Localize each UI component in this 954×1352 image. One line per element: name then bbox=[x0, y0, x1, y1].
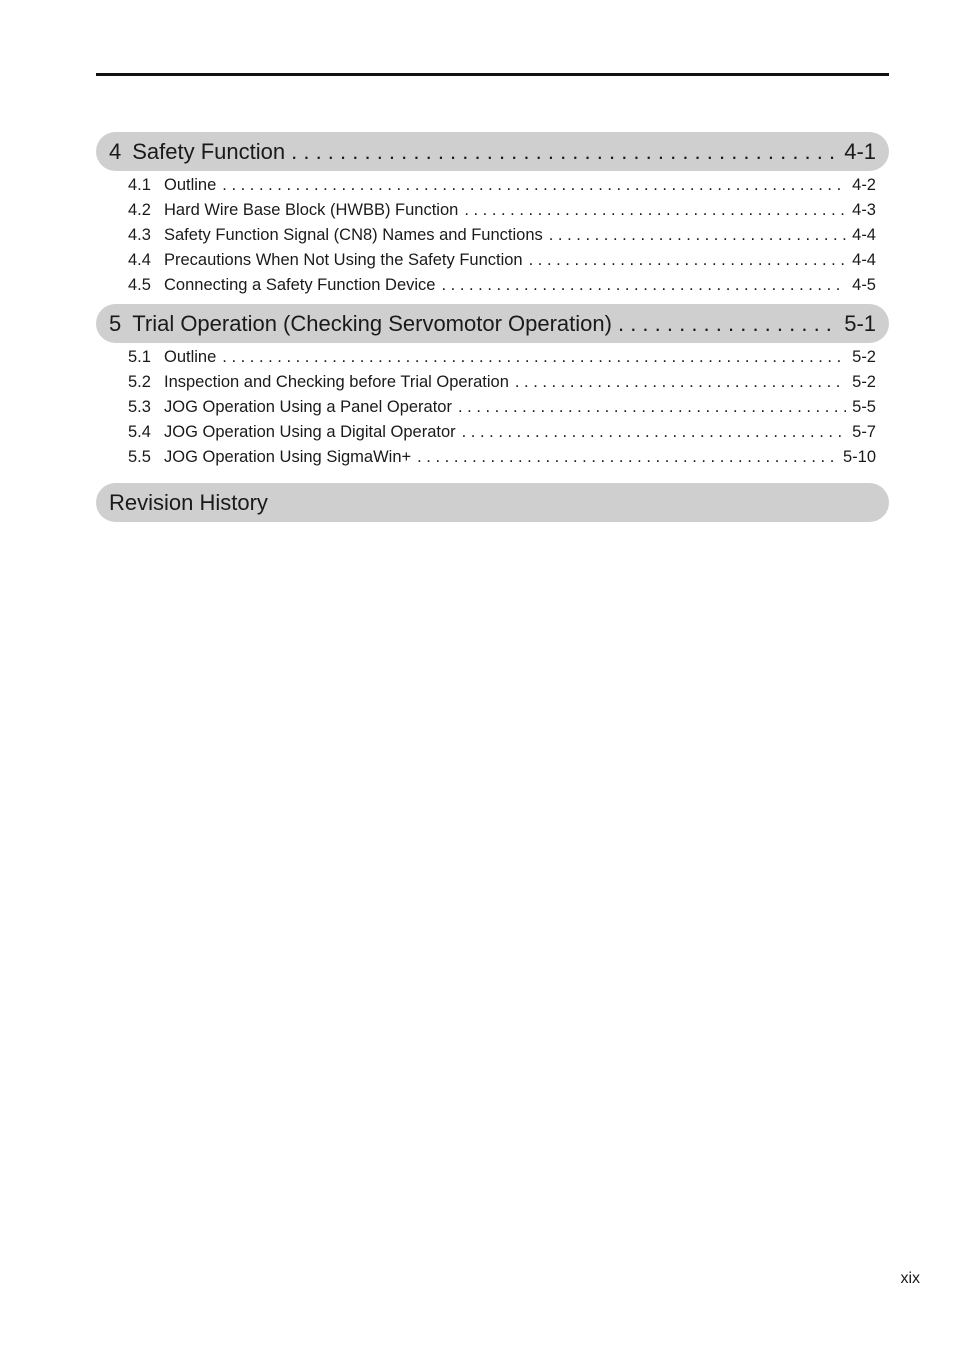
chapter-page: 4-1 bbox=[844, 139, 876, 164]
toc-entry[interactable] bbox=[128, 345, 876, 370]
dot-leader bbox=[222, 345, 846, 370]
dot-leader bbox=[458, 395, 846, 420]
dot-leader bbox=[515, 370, 846, 395]
section-title: JOG Operation Using a Digital Operator bbox=[164, 423, 456, 441]
dot-leader bbox=[529, 248, 847, 273]
revision-history-title: Revision History bbox=[109, 490, 268, 515]
section-title: Safety Function Signal (CN8) Names and Functions bbox=[164, 226, 543, 244]
section-number: 5.4 bbox=[128, 423, 151, 441]
section-page: 5-10 bbox=[842, 448, 876, 466]
toc-entry[interactable] bbox=[128, 173, 876, 198]
chapter-page: 5-1 bbox=[844, 311, 876, 336]
chapter-number: 4 bbox=[109, 139, 122, 164]
dot-leader bbox=[618, 304, 838, 343]
toc-entry[interactable] bbox=[128, 198, 876, 223]
section-page: 4-2 bbox=[852, 176, 876, 194]
chapter-number: 5 bbox=[109, 311, 122, 336]
section-page: 5-2 bbox=[852, 373, 876, 391]
toc-entry[interactable] bbox=[128, 223, 876, 248]
section-number: 4.4 bbox=[128, 251, 151, 269]
dot-leader bbox=[442, 273, 847, 298]
dot-leader bbox=[462, 420, 847, 445]
toc-entry[interactable] bbox=[128, 248, 876, 273]
section-title: Precautions When Not Using the Safety Function bbox=[164, 251, 523, 269]
header-rule bbox=[96, 73, 889, 76]
section-number: 4.3 bbox=[128, 226, 151, 244]
toc-revision-history[interactable] bbox=[96, 483, 889, 522]
toc-chapter-5[interactable] bbox=[96, 304, 889, 343]
toc-entry[interactable] bbox=[128, 370, 876, 395]
toc-chapter-4[interactable] bbox=[96, 132, 889, 171]
section-page: 4-3 bbox=[852, 201, 876, 219]
toc-entry[interactable] bbox=[128, 445, 876, 470]
section-page: 4-5 bbox=[852, 276, 876, 294]
section-title: Inspection and Checking before Trial Operation bbox=[164, 373, 509, 391]
chapter-5-sections bbox=[96, 343, 889, 476]
chapter-4-sections bbox=[96, 171, 889, 304]
section-page: 5-5 bbox=[852, 398, 876, 416]
chapter-title: Trial Operation (Checking Servomotor Operation) bbox=[132, 311, 612, 336]
section-page: 5-2 bbox=[852, 348, 876, 366]
dot-leader bbox=[549, 223, 846, 248]
section-number: 5.1 bbox=[128, 348, 151, 366]
section-title: Connecting a Safety Function Device bbox=[164, 276, 436, 294]
section-page: 5-7 bbox=[852, 423, 876, 441]
dot-leader bbox=[417, 445, 837, 470]
section-page: 4-4 bbox=[852, 226, 876, 244]
spacer bbox=[96, 476, 889, 483]
chapter-title: Safety Function bbox=[132, 139, 286, 164]
section-title: JOG Operation Using SigmaWin+ bbox=[164, 448, 412, 466]
section-title: JOG Operation Using a Panel Operator bbox=[164, 398, 452, 416]
section-number: 5.3 bbox=[128, 398, 151, 416]
section-number: 4.5 bbox=[128, 276, 151, 294]
section-number: 4.1 bbox=[128, 176, 151, 194]
section-title: Hard Wire Base Block (HWBB) Function bbox=[164, 201, 459, 219]
dot-leader bbox=[222, 173, 846, 198]
section-title: Outline bbox=[164, 348, 217, 366]
section-page: 4-4 bbox=[852, 251, 876, 269]
section-title: Outline bbox=[164, 176, 217, 194]
section-number: 5.2 bbox=[128, 373, 151, 391]
dot-leader bbox=[291, 132, 838, 171]
dot-leader bbox=[464, 198, 846, 223]
table-of-contents bbox=[96, 132, 889, 522]
toc-entry[interactable] bbox=[128, 395, 876, 420]
toc-entry[interactable] bbox=[128, 273, 876, 298]
page-number: xix bbox=[900, 1270, 920, 1287]
toc-entry[interactable] bbox=[128, 420, 876, 445]
section-number: 4.2 bbox=[128, 201, 151, 219]
section-number: 5.5 bbox=[128, 448, 151, 466]
